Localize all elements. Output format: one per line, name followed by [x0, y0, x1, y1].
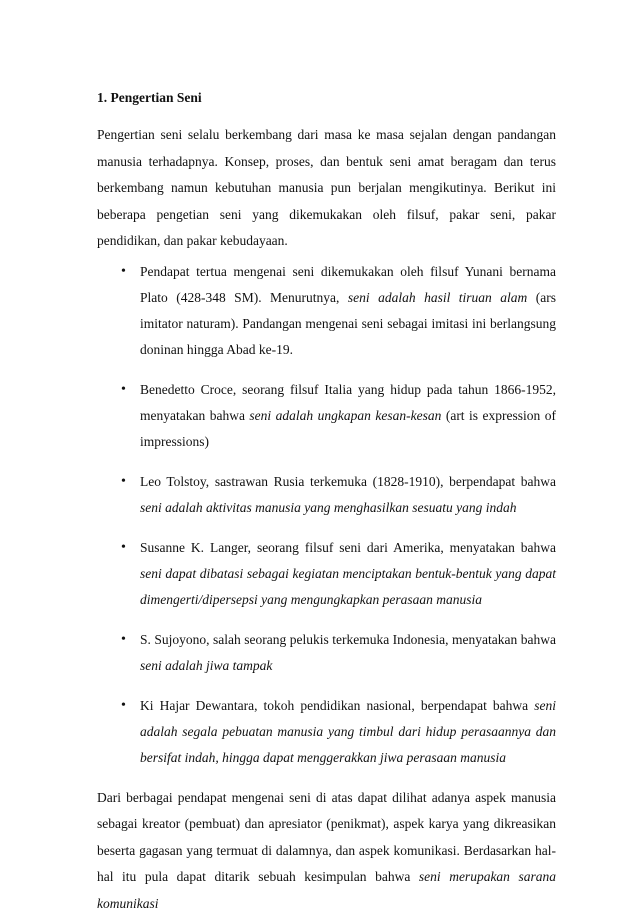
closing-paragraph — [97, 785, 556, 917]
item-emphasis: seni dapat dibatasi sebagai kegiatan menciptakan bentuk-bentuk yang dapat dimengerti/dipersepsi yang mengungkapkan perasaan manusia — [140, 566, 556, 607]
section-heading: 1. Pengertian Seni — [97, 88, 556, 108]
item-text-after: (ars imitator naturam). Pandangan mengenai seni sebagai imitasi ini berlangsung doninan hingga Abad ke-19. — [140, 290, 556, 357]
bullet-icon: • — [121, 535, 126, 561]
item-emphasis: seni adalah jiwa tampak — [140, 658, 272, 673]
intro-paragraph: Pengertian seni selalu berkembang dari masa ke masa sejalan dengan pandangan manusia terhadapnya. Konsep, proses, dan bentuk seni amat beragam dan terus berkembang namun kebutuhan manusia pun berjalan mengikutinya. Berikut ini beberapa pengetian seni yang dikemukakan oleh filsuf, pakar seni, pakar pendidikan, dan pakar kebudayaan. — [97, 122, 556, 255]
item-emphasis: seni adalah ungkapan kesan-kesan — [249, 408, 441, 423]
list-item — [107, 377, 556, 455]
list-item — [107, 627, 556, 679]
list-item — [107, 259, 556, 363]
item-text: Benedetto Croce, seorang filsuf Italia yang hidup pada tahun 1866-1952, menyatakan bahwa — [140, 382, 556, 423]
closing-text: Dari berbagai pendapat mengenai seni di atas dapat dilihat adanya aspek manusia sebagai kreator (pembuat) dan apresiator (penikmat), aspek karya yang dikreasikan beserta gagasan yang termuat di dalamnya, dan aspek komunikasi. Berdasarkan hal-hal itu pula dapat ditarik sebuah kesimpulan bahwa — [97, 790, 556, 885]
item-text: Leo Tolstoy, sastrawan Rusia terkemuka (1828-1910), berpendapat bahwa — [140, 474, 556, 489]
bullet-icon: • — [121, 627, 126, 653]
bullet-icon: • — [121, 377, 126, 403]
bullet-icon: • — [121, 693, 126, 719]
item-emphasis: seni adalah hasil tiruan alam — [348, 290, 527, 305]
item-text-after: (art is expression of impressions) — [140, 408, 556, 449]
bullet-icon: • — [121, 259, 126, 285]
definition-list — [97, 259, 556, 771]
item-text: Pendapat tertua mengenai seni dikemukakan oleh filsuf Yunani bernama Plato (428-348 SM). Menurutnya, — [140, 264, 556, 305]
bullet-icon: • — [121, 469, 126, 495]
closing-emphasis: seni merupakan sarana komunikasi — [97, 869, 556, 911]
item-emphasis: seni adalah aktivitas manusia yang menghasilkan sesuatu yang indah — [140, 500, 516, 515]
item-text: Susanne K. Langer, seorang filsuf seni dari Amerika, menyatakan bahwa — [140, 540, 556, 555]
item-emphasis: seni adalah segala pebuatan manusia yang timbul dari hidup perasaannya dan bersifat indah, hingga dapat menggerakkan jiwa perasaan manusia — [140, 698, 556, 765]
list-item — [107, 535, 556, 613]
list-item — [107, 693, 556, 771]
item-text: S. Sujoyono, salah seorang pelukis terkemuka Indonesia, menyatakan bahwa — [140, 632, 556, 647]
item-text: Ki Hajar Dewantara, tokoh pendidikan nasional, berpendapat bahwa — [140, 698, 534, 713]
list-item — [107, 469, 556, 521]
